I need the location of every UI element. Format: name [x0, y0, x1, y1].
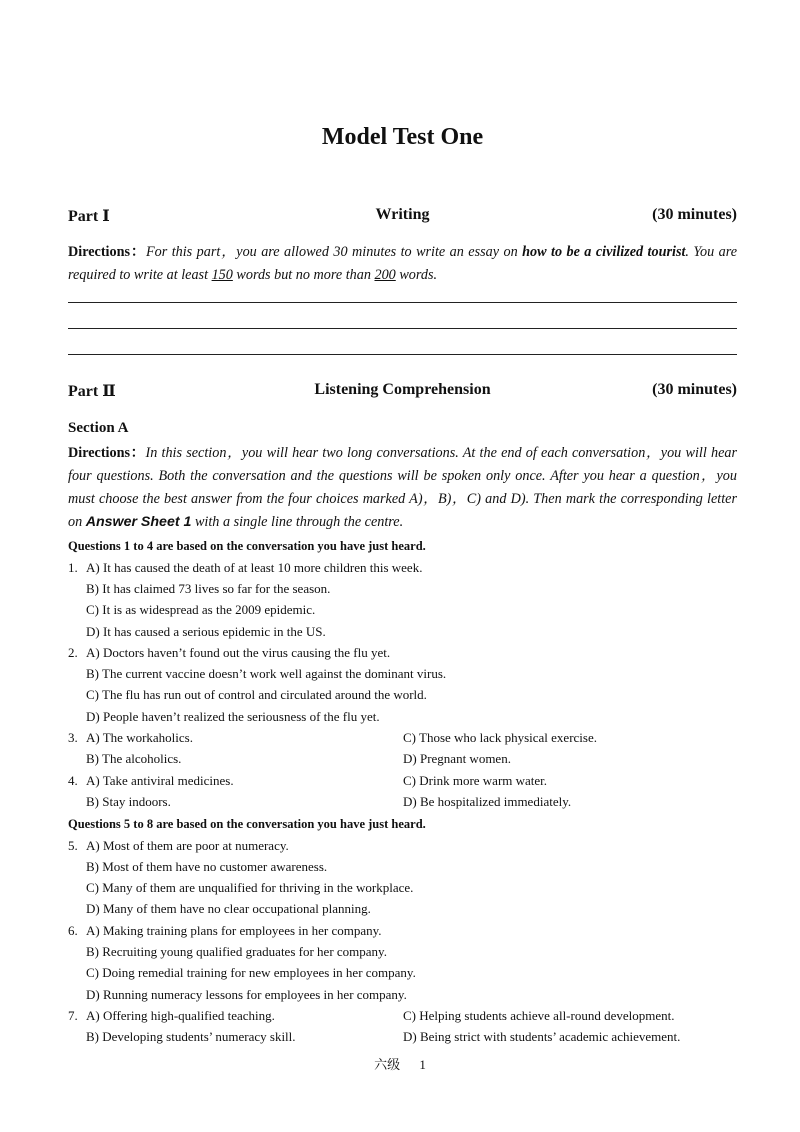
question-6: 6. A) Making training plans for employees in her company.: [68, 923, 382, 938]
option: A) Making training plans for employees in her company.: [86, 923, 382, 938]
question-3: 3. A) The workaholics. C) Those who lack physical exercise.: [68, 730, 597, 745]
option: B) Most of them have no customer awareness.: [86, 859, 328, 874]
answer-sheet-ref: Answer Sheet 1: [85, 514, 192, 530]
option: A) It has caused the death of at least 10 more children this week.: [86, 560, 423, 575]
question-group-heading: Questions 5 to 8 are based on the conversation you have just heard.: [68, 817, 426, 831]
part1-label: Part Ⅰ: [68, 208, 110, 225]
page-number: 1: [419, 1057, 426, 1072]
option: D) Pregnant women.: [403, 751, 511, 766]
option: B) Developing students’ numeracy skill.: [86, 1029, 296, 1044]
part1-directions: Directions：For this part，you are allowed 30 minutes to write an essay on how to be a civilized tourist. You are required to write at least 150 words but no more than 200 words.: [68, 244, 737, 283]
answer-line: [68, 328, 737, 329]
question-1: 1. A) It has caused the death of at least 10 more children this week.: [68, 560, 423, 575]
option: D) Be hospitalized immediately.: [403, 794, 572, 809]
part2-label: Part Ⅱ: [68, 383, 116, 400]
part2-name: Listening Comprehension: [314, 381, 491, 398]
option: B) The alcoholics.: [86, 751, 182, 766]
answer-line: [68, 354, 737, 355]
part2-header: [68, 381, 737, 403]
question-2: 2. A) Doctors haven’t found out the virus causing the flu yet.: [68, 645, 391, 660]
essay-topic: how to be a civilized tourist: [522, 244, 686, 260]
option: D) Running numeracy lessons for employees in her company.: [86, 987, 407, 1002]
option: B) It has claimed 73 lives so far for the season.: [86, 581, 331, 596]
section-title: Section A: [68, 420, 129, 436]
part1-time: (30 minutes): [652, 206, 737, 223]
option: A) The workaholics.: [86, 730, 193, 745]
option: C) Those who lack physical exercise.: [403, 730, 597, 745]
option: C) Drink more warm water.: [403, 773, 548, 788]
footer-label: 六级: [374, 1057, 401, 1072]
page-title: Model Test One: [321, 124, 484, 150]
option: D) People haven’t realized the seriousness of the flu yet.: [86, 709, 380, 724]
option: A) Doctors haven’t found out the virus causing the flu yet.: [86, 645, 391, 660]
option: B) Stay indoors.: [86, 794, 171, 809]
part1-name: Writing: [375, 206, 430, 223]
option: D) It has caused a serious epidemic in the US.: [86, 624, 326, 639]
option: D) Being strict with students’ academic achievement.: [403, 1029, 681, 1044]
page-footer: [0, 1054, 800, 1073]
option: B) Recruiting young qualified graduates for her company.: [86, 944, 387, 959]
part1-header: [68, 206, 737, 228]
option: C) Doing remedial training for new employees in her company.: [86, 965, 416, 980]
option: B) The current vaccine doesn’t work well against the dominant virus.: [86, 666, 447, 681]
answer-line: [68, 302, 737, 303]
question-7: 7. A) Offering high-qualified teaching. C) Helping students achieve all-round development.: [68, 1008, 675, 1023]
option: C) Many of them are unqualified for thriving in the workplace.: [86, 880, 414, 895]
question-group-heading: Questions 1 to 4 are based on the conversation you have just heard.: [68, 539, 426, 553]
question-5: 5. A) Most of them are poor at numeracy.: [68, 838, 289, 853]
option: A) Offering high-qualified teaching.: [86, 1008, 275, 1023]
option: D) Many of them have no clear occupational planning.: [86, 901, 371, 916]
option: A) Most of them are poor at numeracy.: [86, 838, 289, 853]
option: C) The flu has run out of control and circulated around the world.: [86, 687, 427, 702]
part2-directions: Directions：In this section，you will hear two long conversations. At the end of each conversation，you will hear four questions. Both the conversation and the questions will be spoken only once. After you hear a question，you must choose the best answer from the four choices marked A)，B)，C) and D). Then mark the corresponding letter on Answer Sheet 1 with a single line through the centre.: [68, 445, 737, 530]
part2-time: (30 minutes): [652, 381, 737, 398]
option: A) Take antiviral medicines.: [86, 773, 234, 788]
question-4: 4. A) Take antiviral medicines. C) Drink more warm water.: [68, 773, 548, 788]
option: C) It is as widespread as the 2009 epidemic.: [86, 602, 316, 617]
option: C) Helping students achieve all-round development.: [403, 1008, 675, 1023]
